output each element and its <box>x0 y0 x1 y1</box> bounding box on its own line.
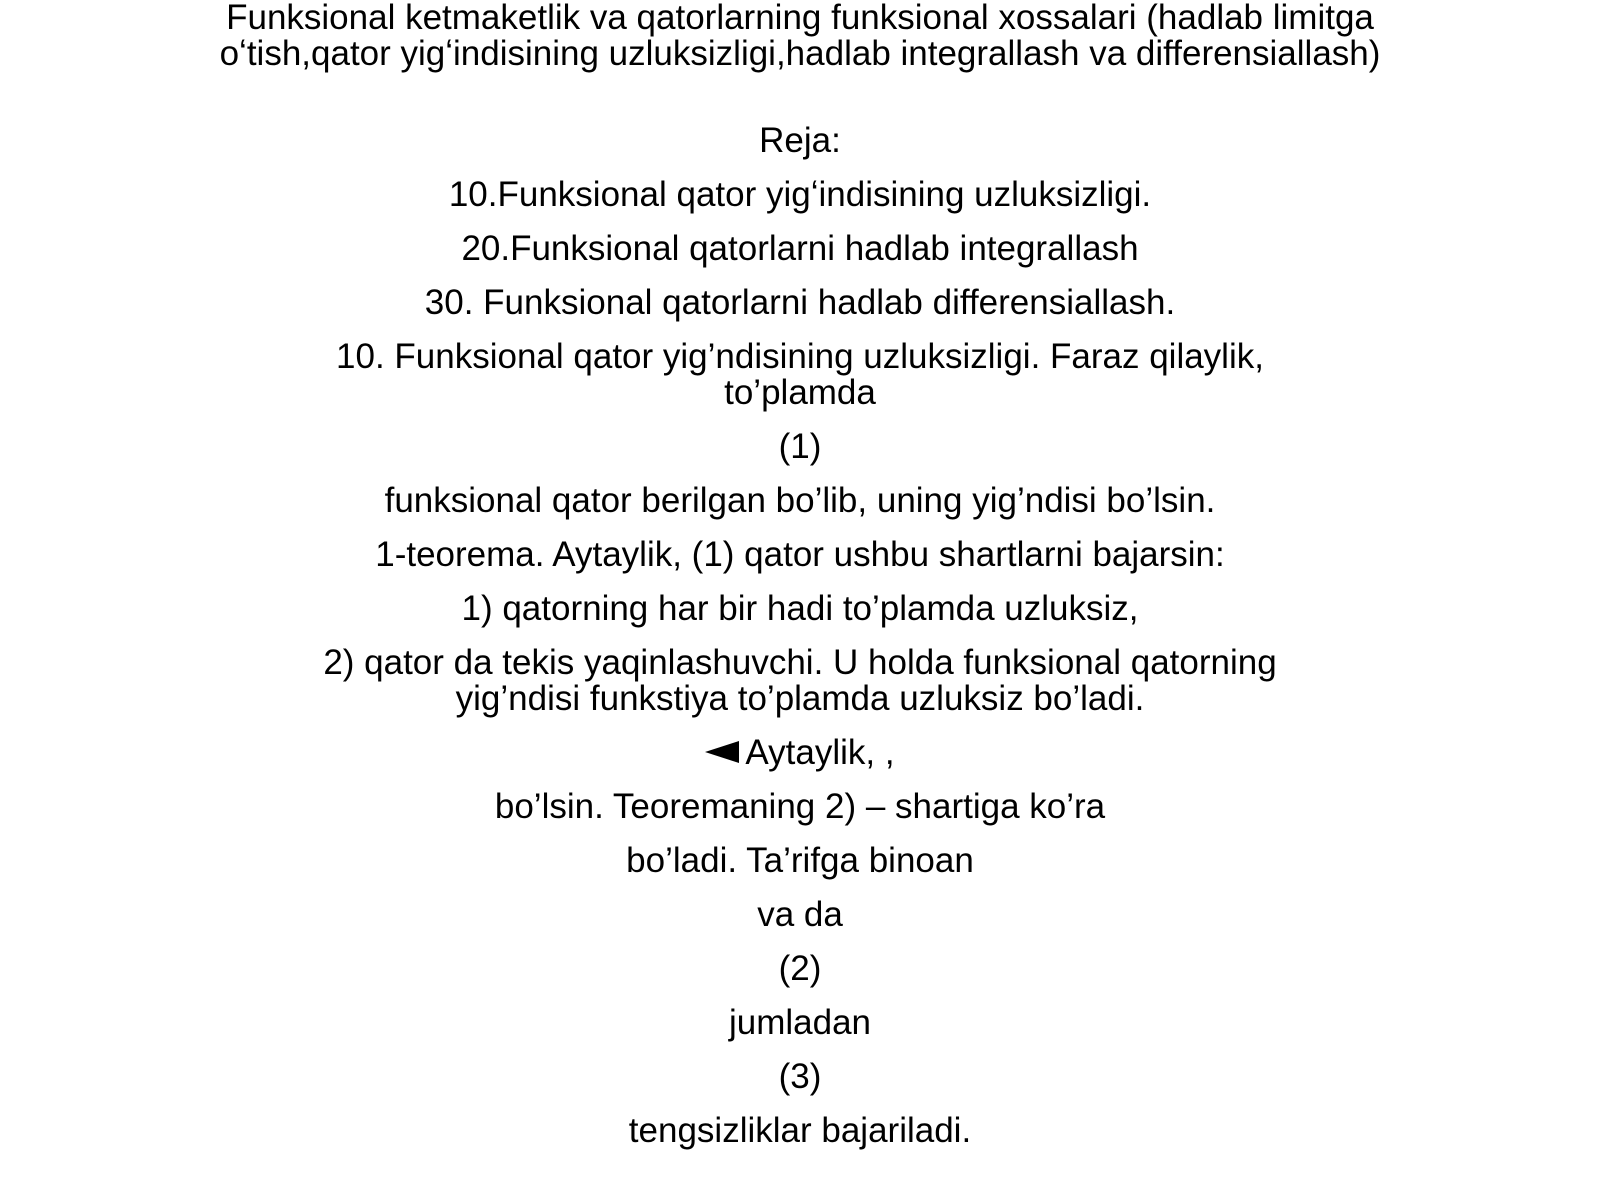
plan-item-2: 20.Funksional qatorlarni hadlab integrallash <box>461 229 1139 268</box>
plan-heading: Reja: <box>759 121 841 160</box>
document-title: Funksional ketmaketlik va qatorlarning funksional xossalari (hadlab limitga oʻtish,qator yigʻindisining uzluksizligi,hadlab integrallash va differensiallash) <box>219 0 1381 73</box>
section-intro-paragraph: 10. Funksional qator yig’ndisining uzluksizligi. Faraz qilaylik, to’plamda <box>336 337 1264 412</box>
theorem-statement: 1-teorema. Aytaylik, (1) qator ushbu shartlarni bajarsin: <box>375 535 1225 574</box>
proof-start-text: Aytaylik, , <box>745 733 895 772</box>
proof-line-2: bo’lsin. Teoremaning 2) – shartiga ko’ra <box>494 787 1106 826</box>
condition-2: 2) qator da tekis yaqinlashuvchi. U holda funksional qatorning yig’ndisi funkstiya to’plamda uzluksiz bo’ladi. <box>323 643 1277 718</box>
series-given-text: funksional qator berilgan bo’lib, uning yig’ndisi bo’lsin. <box>384 481 1216 520</box>
proof-line-3: bo’ladi. Ta’rifga binoan <box>626 841 974 880</box>
equation-label-3: (3) <box>778 1057 822 1096</box>
left-triangle-icon <box>705 741 739 763</box>
condition-1: 1) qatorning har bir hadi to’plamda uzluksiz, <box>461 589 1139 628</box>
equation-label-2: (2) <box>778 949 822 988</box>
proof-start-line <box>180 735 1420 771</box>
proof-line-4: va da <box>757 895 843 934</box>
plan-item-1: 10.Funksional qator yigʻindisining uzluksizligi. <box>448 175 1152 214</box>
conclusion-text: tengsizliklar bajariladi. <box>628 1111 972 1150</box>
plan-item-3: 30. Funksional qatorlarni hadlab differensiallash. <box>424 283 1176 322</box>
jumladan-text: jumladan <box>728 1003 872 1042</box>
equation-label-1: (1) <box>778 427 822 466</box>
